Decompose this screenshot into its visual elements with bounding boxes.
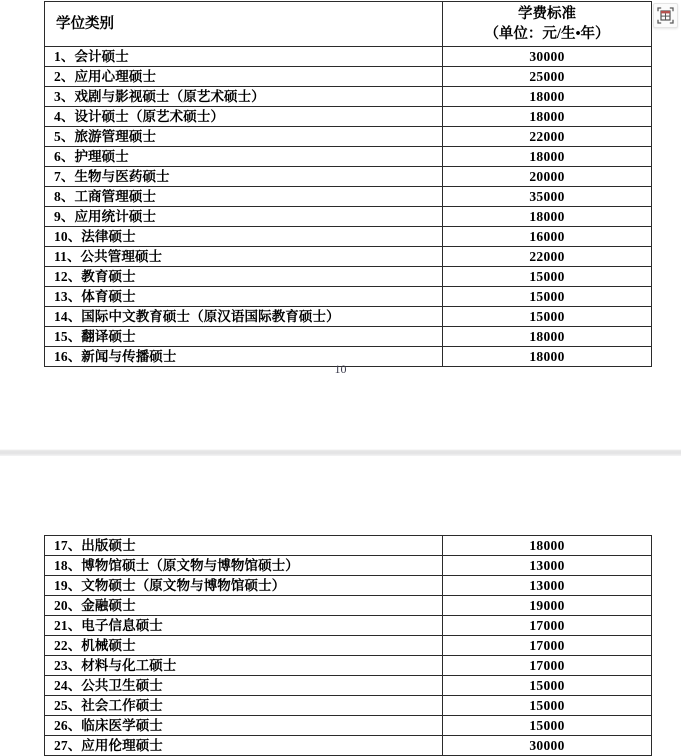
cell-degree-category: 2、应用心理硕士 bbox=[45, 67, 443, 87]
cell-degree-category: 10、法律硕士 bbox=[45, 227, 443, 247]
table-row bbox=[45, 207, 652, 227]
table-row bbox=[45, 696, 652, 716]
table-row bbox=[45, 556, 652, 576]
table-row bbox=[45, 227, 652, 247]
page-number: 10 bbox=[334, 362, 347, 376]
table-body-page-1 bbox=[45, 47, 652, 367]
cell-degree-category: 19、文物硕士（原文物与博物馆硕士） bbox=[45, 576, 443, 596]
cell-tuition-fee: 20000 bbox=[443, 167, 652, 187]
table-extract-icon bbox=[657, 7, 674, 24]
cell-degree-category: 11、公共管理硕士 bbox=[45, 247, 443, 267]
table-row bbox=[45, 87, 652, 107]
table-header-row bbox=[45, 2, 652, 47]
cell-tuition-fee: 18000 bbox=[443, 147, 652, 167]
cell-tuition-fee: 15000 bbox=[443, 287, 652, 307]
cell-tuition-fee: 17000 bbox=[443, 636, 652, 656]
table-row bbox=[45, 596, 652, 616]
cell-tuition-fee: 18000 bbox=[443, 536, 652, 556]
cell-degree-category: 13、体育硕士 bbox=[45, 287, 443, 307]
cell-degree-category: 24、公共卫生硕士 bbox=[45, 676, 443, 696]
cell-tuition-fee: 17000 bbox=[443, 616, 652, 636]
cell-tuition-fee: 18000 bbox=[443, 107, 652, 127]
cell-degree-category: 6、护理硕士 bbox=[45, 147, 443, 167]
column-header-tuition-standard-line2: （单位：元/生•年） bbox=[484, 26, 610, 42]
column-header-tuition-standard bbox=[443, 2, 652, 47]
cell-degree-category: 5、旅游管理硕士 bbox=[45, 127, 443, 147]
cell-degree-category: 12、教育硕士 bbox=[45, 267, 443, 287]
cell-tuition-fee: 15000 bbox=[443, 676, 652, 696]
table-row bbox=[45, 307, 652, 327]
page-break-divider bbox=[0, 449, 681, 456]
cell-degree-category: 21、电子信息硕士 bbox=[45, 616, 443, 636]
table-row bbox=[45, 676, 652, 696]
table-row bbox=[45, 107, 652, 127]
table-body-page-2 bbox=[45, 536, 652, 756]
table-row bbox=[45, 247, 652, 267]
cell-degree-category: 23、材料与化工硕士 bbox=[45, 656, 443, 676]
table-row bbox=[45, 67, 652, 87]
cell-degree-category: 15、翻译硕士 bbox=[45, 327, 443, 347]
table-row bbox=[45, 327, 652, 347]
cell-degree-category: 8、工商管理硕士 bbox=[45, 187, 443, 207]
cell-tuition-fee: 15000 bbox=[443, 696, 652, 716]
cell-degree-category: 9、应用统计硕士 bbox=[45, 207, 443, 227]
cell-tuition-fee: 16000 bbox=[443, 227, 652, 247]
table-row bbox=[45, 736, 652, 756]
cell-tuition-fee: 15000 bbox=[443, 716, 652, 736]
cell-tuition-fee: 17000 bbox=[443, 656, 652, 676]
table-row bbox=[45, 636, 652, 656]
cell-degree-category: 4、设计硕士（原艺术硕士） bbox=[45, 107, 443, 127]
table-row bbox=[45, 576, 652, 596]
table-row bbox=[45, 47, 652, 67]
table-row bbox=[45, 147, 652, 167]
cell-tuition-fee: 18000 bbox=[443, 207, 652, 227]
cell-degree-category: 18、博物馆硕士（原文物与博物馆硕士） bbox=[45, 556, 443, 576]
cell-tuition-fee: 19000 bbox=[443, 596, 652, 616]
column-header-degree-category: 学位类别 bbox=[45, 2, 443, 47]
cell-tuition-fee: 13000 bbox=[443, 576, 652, 596]
table-row bbox=[45, 267, 652, 287]
cell-degree-category: 14、国际中文教育硕士（原汉语国际教育硕士） bbox=[45, 307, 443, 327]
cell-degree-category: 16、新闻与传播硕士 bbox=[45, 347, 443, 367]
cell-tuition-fee: 22000 bbox=[443, 247, 652, 267]
table-row bbox=[45, 716, 652, 736]
table-header bbox=[45, 2, 652, 47]
cell-tuition-fee: 25000 bbox=[443, 67, 652, 87]
tuition-fee-table-page-1 bbox=[44, 1, 652, 367]
table-row bbox=[45, 616, 652, 636]
cell-degree-category: 3、戏剧与影视硕士（原艺术硕士） bbox=[45, 87, 443, 107]
cell-tuition-fee: 35000 bbox=[443, 187, 652, 207]
cell-tuition-fee: 15000 bbox=[443, 307, 652, 327]
cell-tuition-fee: 18000 bbox=[443, 347, 652, 367]
table-row bbox=[45, 536, 652, 556]
cell-degree-category: 25、社会工作硕士 bbox=[45, 696, 443, 716]
cell-degree-category: 26、临床医学硕士 bbox=[45, 716, 443, 736]
cell-degree-category: 20、金融硕士 bbox=[45, 596, 443, 616]
cell-degree-category: 7、生物与医药硕士 bbox=[45, 167, 443, 187]
cell-tuition-fee: 30000 bbox=[443, 736, 652, 756]
column-header-tuition-standard-line1: 学费标准 bbox=[518, 6, 576, 22]
cell-tuition-fee: 13000 bbox=[443, 556, 652, 576]
table-row bbox=[45, 127, 652, 147]
table-extract-button[interactable] bbox=[653, 3, 678, 28]
table-row bbox=[45, 167, 652, 187]
cell-degree-category: 27、应用伦理硕士 bbox=[45, 736, 443, 756]
cell-tuition-fee: 15000 bbox=[443, 267, 652, 287]
tuition-fee-table-page-2 bbox=[44, 535, 652, 756]
cell-tuition-fee: 18000 bbox=[443, 327, 652, 347]
table-row bbox=[45, 287, 652, 307]
table-row bbox=[45, 187, 652, 207]
cell-tuition-fee: 18000 bbox=[443, 87, 652, 107]
cell-tuition-fee: 30000 bbox=[443, 47, 652, 67]
document-page-2 bbox=[0, 456, 681, 755]
cell-degree-category: 22、机械硕士 bbox=[45, 636, 443, 656]
cell-degree-category: 17、出版硕士 bbox=[45, 536, 443, 556]
table-row bbox=[45, 656, 652, 676]
cell-tuition-fee: 22000 bbox=[443, 127, 652, 147]
cell-degree-category: 1、会计硕士 bbox=[45, 47, 443, 67]
